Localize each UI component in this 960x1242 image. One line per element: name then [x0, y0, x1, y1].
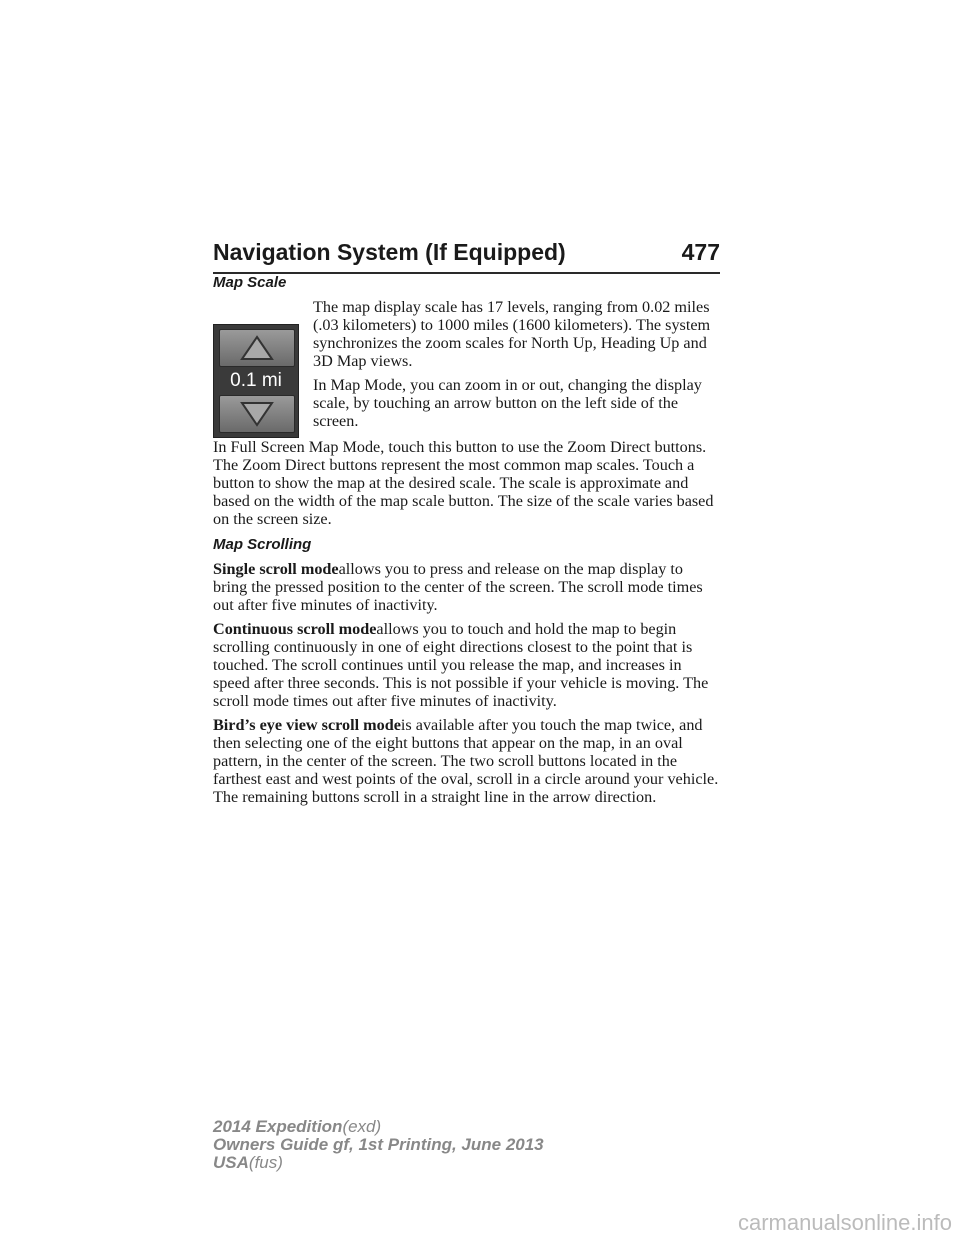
scroll-mode-name: Single scroll mode — [213, 560, 339, 578]
page-content — [213, 270, 721, 812]
watermark: carmanualsonline.info — [737, 1210, 952, 1235]
footer-line-model — [213, 1118, 544, 1136]
footer-model: 2014 Expedition — [213, 1117, 343, 1136]
map-scale-value[interactable]: 0.1 mi — [230, 370, 282, 391]
paragraph: In Map Mode, you can zoom in or out, changing the display scale, by touching an arrow button on the left side of the screen. — [313, 376, 702, 430]
section-title: Navigation System (If Equipped) — [213, 239, 566, 265]
zoom-out-button[interactable] — [219, 395, 295, 433]
scroll-mode-description: allows you to touch and hold the map to begin scrolling continuously in one of eight directions closest to the point that is touched. The scroll continues until you release the map, and increases in speed after three seconds. This is not possible if your vehicle is moving. The scroll mode times out after five minutes of inactivity. — [213, 620, 709, 710]
scroll-mode-name: Bird’s eye view scroll mode — [213, 716, 401, 734]
page-number: 477 — [681, 239, 720, 265]
scroll-mode-name: Continuous scroll mode — [213, 620, 377, 638]
map-scale-block — [213, 298, 721, 438]
footer-region: USA — [213, 1153, 249, 1172]
scroll-mode-description: allows you to press and release on the map display to bring the pressed position to the center of the screen. The scroll mode times out after five minutes of inactivity. — [213, 560, 703, 614]
footer-line-region — [213, 1154, 544, 1172]
map-scale-side-text — [313, 298, 721, 438]
footer-region-code: (fus) — [248, 1153, 283, 1172]
scroll-mode-item — [213, 560, 721, 614]
paragraph: The map display scale has 17 levels, ranging from 0.02 miles (.03 kilometers) to 1000 miles (1600 kilometers). The system synchronizes the zoom scales for North Up, Heading Up and 3D Map views. — [313, 298, 711, 370]
map-scrolling-heading: Map Scrolling — [213, 536, 312, 553]
triangle-up-icon — [238, 334, 276, 362]
page-footer — [213, 1118, 544, 1172]
footer-line-guide: Owners Guide gf, 1st Printing, June 2013 — [213, 1135, 544, 1154]
scroll-mode-item — [213, 620, 721, 710]
paragraph: In Full Screen Map Mode, touch this button to use the Zoom Direct buttons. The Zoom Direct buttons represent the most common map scales. Touch a button to show the map at the desired scale. The scale is approximate and based on the width of the map scale button. The size of the scale varies based on the screen size. — [213, 438, 714, 528]
zoom-in-button[interactable] — [219, 329, 295, 367]
page-header — [213, 226, 720, 274]
scroll-mode-item — [213, 716, 721, 806]
map-scale-heading: Map Scale — [213, 274, 287, 291]
scroll-mode-description: is available after you touch the map twice, and then selecting one of the eight buttons that appear on the map, in an oval pattern, in the center of the screen. The two scroll buttons located in the farthest east and west points of the oval, scroll in a circle around your vehicle. The remaining buttons scroll in a straight line in the arrow direction. — [213, 716, 719, 806]
footer-model-code: (exd) — [342, 1117, 382, 1136]
triangle-down-icon — [238, 400, 276, 428]
zoom-scale-widget — [213, 324, 299, 438]
